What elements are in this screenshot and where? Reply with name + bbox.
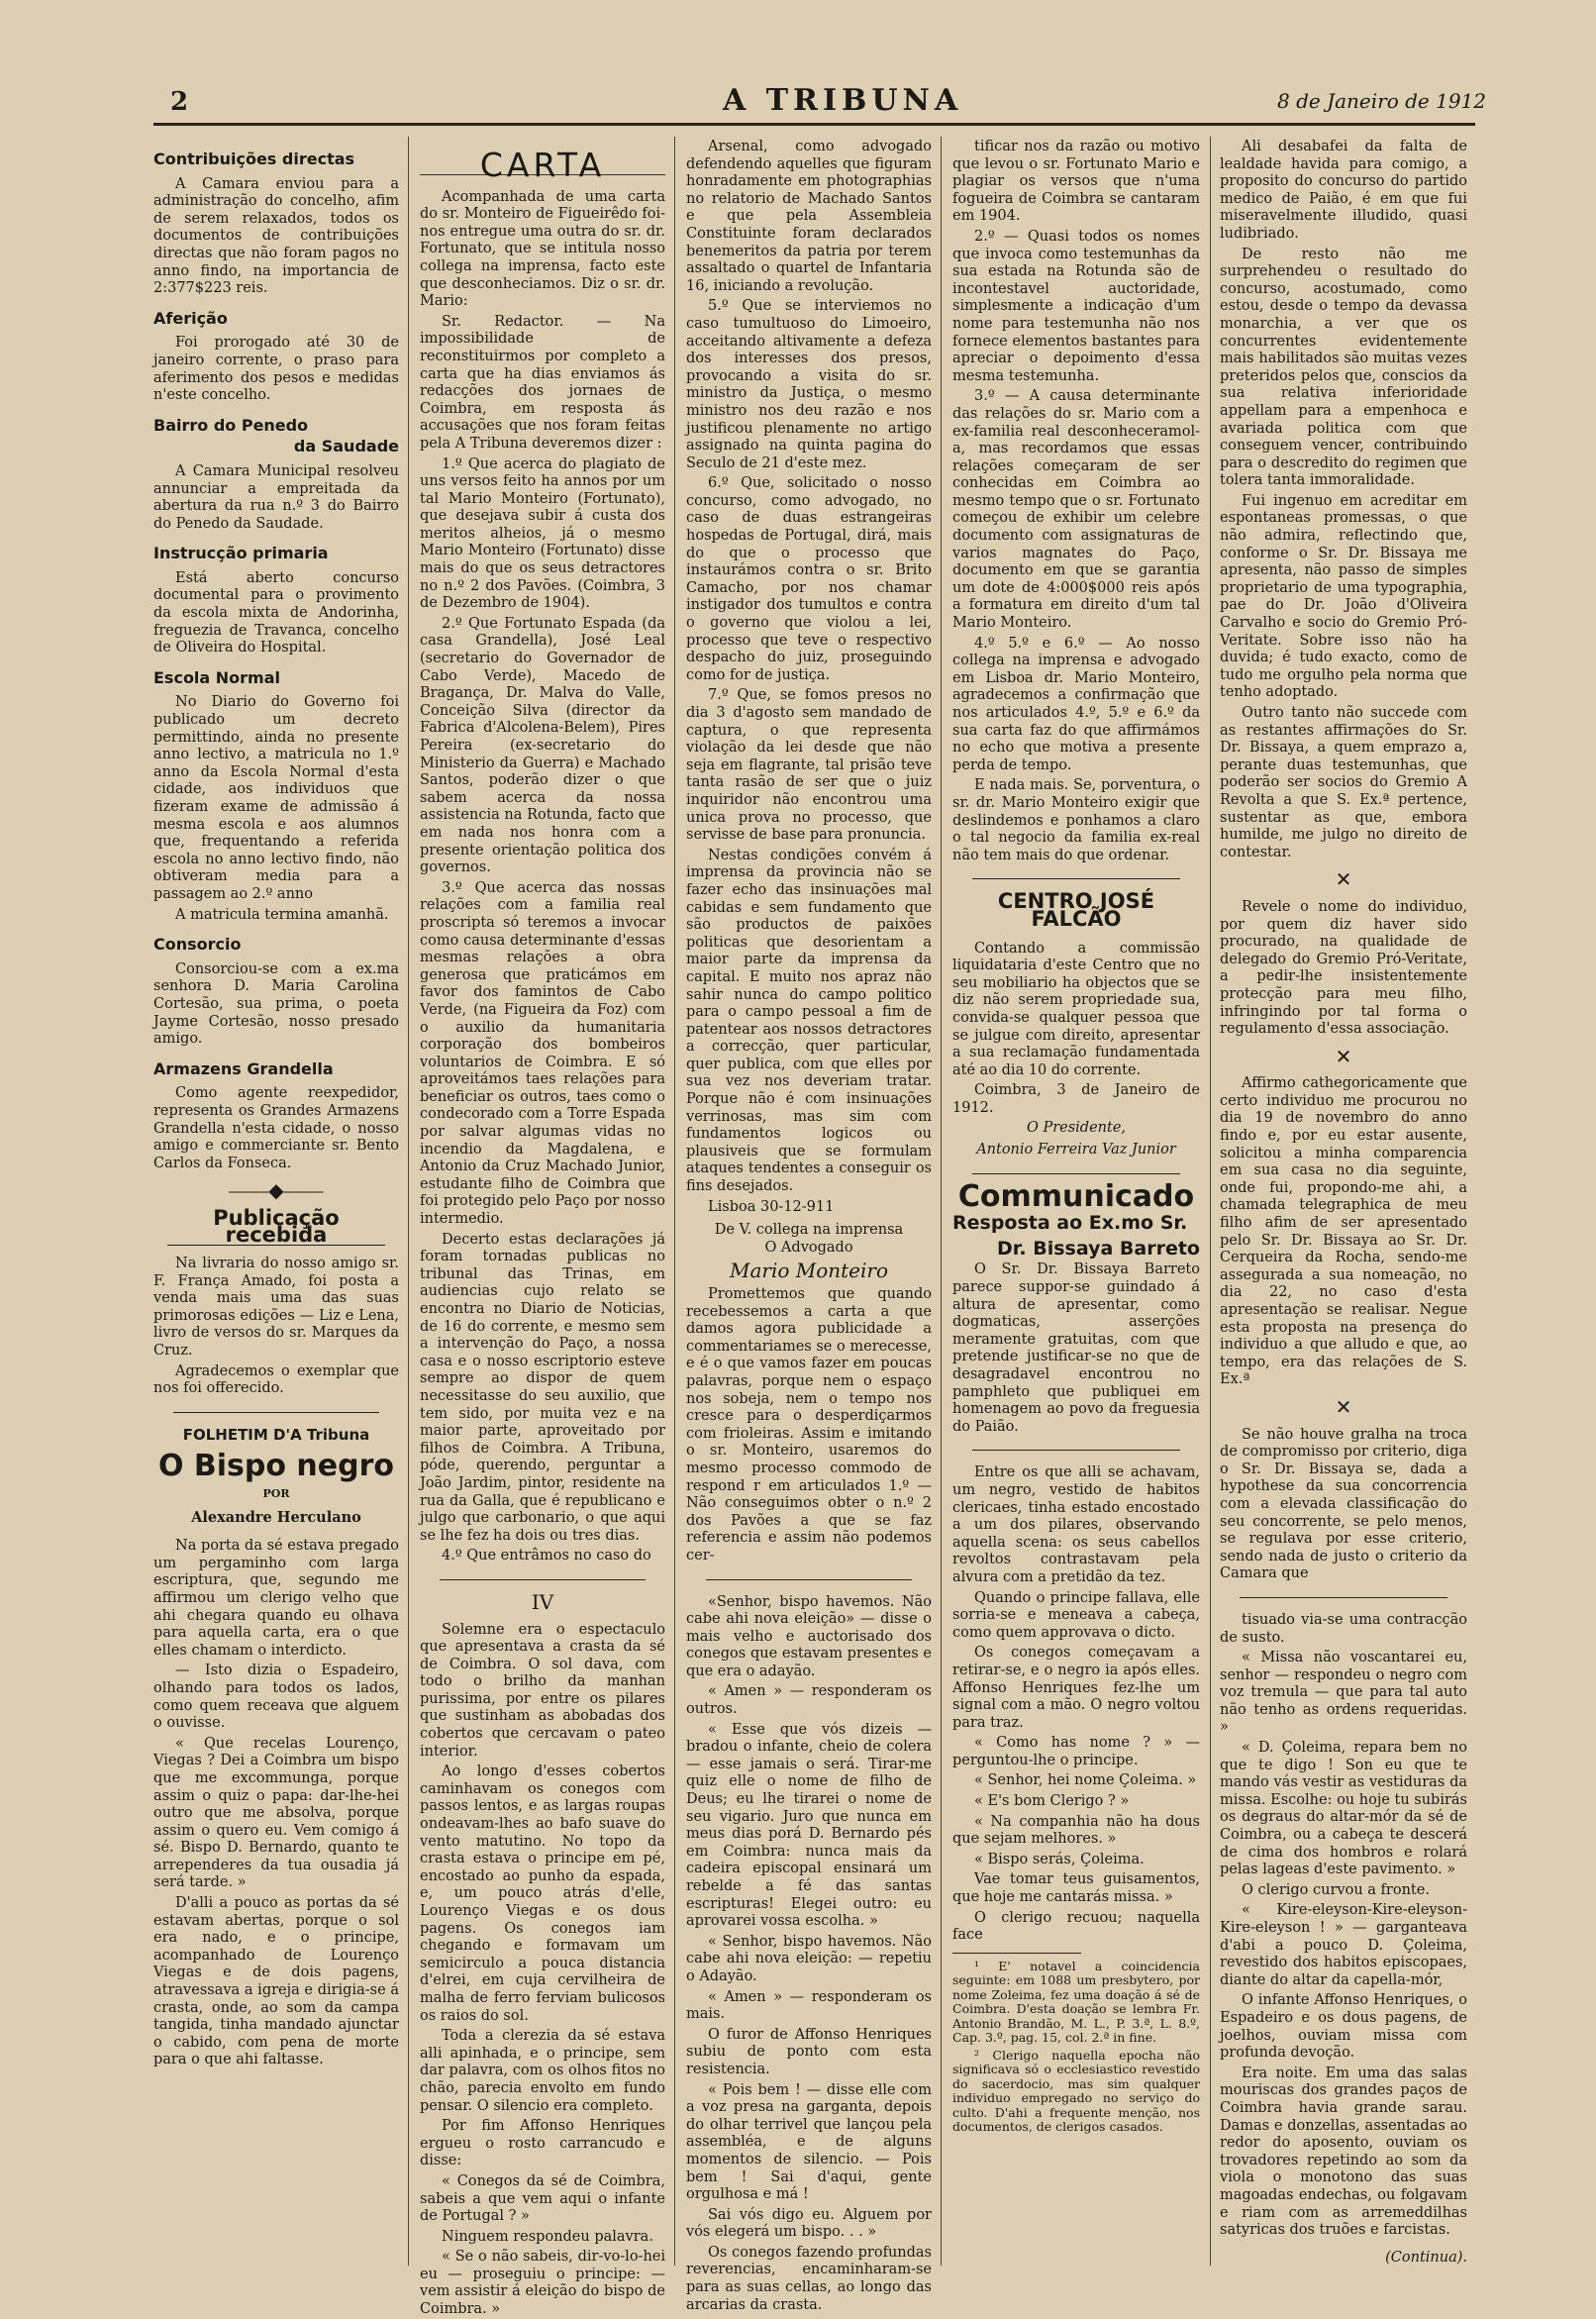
paragraph: Sai vós digo eu. Alguem por vós elegerá um bispo. . . » — [686, 2206, 932, 2241]
paragraph: Na livraria do nosso amigo sr. F. França Amado, foi posta a venda mais uma das suas primorosas edições — Liz e Lena, livro de versos do sr. Marques da Cruz. — [153, 1256, 399, 1360]
paragraph: A Camara Municipal resolveu annunciar a empreitada da abertura da rua n.º 3 do Bairro do Penedo da Saudade. — [153, 462, 399, 532]
paragraph: Foi prorogado até 30 de janeiro corrente, o praso para aferimento dos pesos e medidas n'este concelho. — [153, 335, 399, 404]
paragraph: Na porta da sé estava pregado um pergaminho com larga escriptura, que, segundo me affirmou um clerigo velho que ahi chegara quando eu olhava para aquella carta, era o que elles chamam o interdicto. — [153, 1538, 399, 1659]
column-4 — [952, 139, 1200, 2277]
paragraph: 6.º Que, solicitado o nosso concurso, como advogado, no caso de duas estrangeiras hospedas de Portugal, dirá, mais do que o processo que instaurámos contra o sr. Brito Camacho, por nos chamar instigador dos tumultos e contra o governo que violou a lei, processo que teve o respectivo despacho do juiz, proseguindo como for de justiça. — [686, 475, 932, 683]
novel-author: Alexandre Herculano — [191, 1508, 361, 1526]
paragraph: Entre os que alli se achavam, um negro, vestido de habitos clericaes, tinha estado encostado a um dos pilares, observando aquella scena: os seus cabellos revoltos contrastavam pela alvura com a pretidão da tez. — [952, 1464, 1200, 1585]
paragraph: Sr. Redactor. — Na impossibilidade de reconstituirmos por completo a carta que ha dias enviamos ás redacções dos jornaes de Coimbra, em resposta ás accusações que nos foram feitas pela A Tribuna deveremos dizer : — [420, 313, 665, 452]
headline: Instrucção primaria — [153, 544, 329, 563]
paragraph: Fui ingenuo em acreditar em espontaneas promessas, o que não admira, reflectindo que, conforme o Sr. Dr. Bissaya me apresenta, não passo de simples proprietario de uma typographia, pae do Dr. João d'Oliveira Carvalho e socio do Gremio Pró-Veritate. Sobre isso não ha duvida; é tudo exacto, como de tudo me orgulho pela norma que tenho adoptado. — [1220, 492, 1467, 701]
place-date: Lisboa 30-12-911 — [708, 1198, 835, 1215]
paragraph: « Conegos da sé de Coimbra, sabeis a que vem aqui o infante de Portugal ? » — [420, 2172, 665, 2225]
paragraph: Decerto estas declarações já foram tornadas publicas no tribunal das Trinas, em audiencias cujo relato se encontra no Diario de Noticias, de 16 do corrente, e mesmo sem a intervenção do Paço, a nossa casa e o nosso escriptorio esteve sempre ao dispor de quem necessitasse do seu auxilio, que tem sido, por muita vez e na maior parte, aproveitado por filhos de Coimbra. A Tribuna, póde, querendo, perguntar a João Jardim, pintor, residente na rua da Galla, que é republicano e julgo que carbonario, o que aqui se lhe fez ha dois ou tres dias. — [420, 1231, 665, 1544]
paragraph: « Senhor, bispo havemos. Não cabe ahi nova eleição: — repetiu o Adayão. — [686, 1933, 932, 1984]
closing: De V. collega na imprensa — [714, 1222, 904, 1239]
signature: Mario Monteiro — [729, 1259, 889, 1283]
page-number: 2 — [170, 87, 189, 117]
paragraph: tificar nos da razão ou motivo que levou o sr. Fortunato Mario e plagiar os versos que n'uma fogueira de Coimbra se cantaram em 1904. — [952, 139, 1200, 225]
paragraph: Affirmo cathegoricamente que certo individuo me procurou no dia 19 de novembro do anno findo e, por eu estar ausente, solicitou a minha comparencia em sua casa no dia seguinte, onde fui, propondo-me ahi, a chamada telegraphica de meu filho afim de ser apresentado pelo Sr. Dr. Bissaya ao Sr. Dr. Cerqueira da Rocha, sendo-me assegurada a sua nomeação, no dia 22, no caso d'esta apresentação se realisar. Negue esta proposta na presença do individuo a que alludo e que, ao tempo, era das relações de S. Ex.ª — [1220, 1075, 1467, 1388]
paragraph: Coimbra, 3 de Janeiro de 1912. — [952, 1082, 1200, 1116]
paragraph: 4.º 5.º e 6.º — Ao nosso collega na imprensa e advogado em Lisboa dr. Mario Monteiro, agradecemos a confirmação que nos articulados 4.º, 5.º e 6.º da sua carta faz do que affirmámos no echo que motiva a presente perda de tempo. — [952, 635, 1200, 773]
continua-note: (Continua). — [1385, 2249, 1467, 2266]
header-rule — [153, 123, 1475, 126]
paragraph: 2.º — Quasi todos os nomes que invoca como testemunhas da sua estada na Rotunda são de incontestavel auctoridade, simplesmente a indicação d'um nome para testemunha não nos fornece elementos bastantes para apreciar o depoimento d'essa mesma testemunha. — [952, 228, 1200, 384]
paragraph: No Diario do Governo foi publicado um decreto permittindo, ainda no presente anno lectivo, a matricula no 1.º anno da Escola Normal d'esta cidade, aos individuos que fizeram exame de admissão á mesma escola e aos alumnos que, frequentando a referida escola no anno lectivo findo, não obtiveram media para a passagem ao 2.º anno — [153, 694, 399, 902]
column-1 — [153, 139, 399, 2277]
headline: Aferição — [153, 308, 228, 328]
headline: Contribuições directas — [153, 150, 355, 168]
column-rule — [1210, 137, 1211, 2266]
paragraph: Vae tomar teus guisamentos, que hoje me cantarás missa. » — [952, 1871, 1200, 1906]
paragraph: « Bispo serás, Çoleima. — [974, 1851, 1145, 1867]
paragraph: D'alli a pouco as portas da sé estavam abertas, porque o sol era nado, e o principe, acompanhado de Lourenço Viegas e de dois pagens, atravessava a igreja e dirigia-se á crasta, onde, ao som da campa tangida, tinha mandado ajunctar o cabido, com pena de morte para o que ahi faltasse. — [153, 1895, 399, 2068]
paragraph: « Se o não sabeis, dir-vo-lo-hei eu — proseguiu o principe: — vem assistir á eleição do bispo de Coimbra. » — [420, 2249, 665, 2318]
footnote-rule — [952, 1953, 1081, 1954]
paragraph: A matricula termina amanhã. — [175, 906, 389, 923]
closing-title: O Presidente, — [1026, 1120, 1127, 1137]
paragraph: Por fim Affonso Henriques ergueu o rosto carrancudo e disse: — [420, 2118, 665, 2169]
column-rule — [674, 137, 675, 2266]
paragraph: « Amen » — responderam os outros. — [686, 1683, 932, 1718]
paragraph: 7.º Que, se fomos presos no dia 3 d'agosto sem mandado de captura, o que representa violação da lei desde que não seja em flagrante, tal prisão teve tanta rasão de ser que o juiz inquiridor não encontrou uma unica prova no processo, que servisse de base para pronuncia. — [686, 687, 932, 844]
byline-por: POR — [262, 1487, 290, 1500]
paragraph: Os conegos fazendo profundas reverencias, encaminharam-se para as suas cellas, ao longo das arcarias da crasta. — [686, 2244, 932, 2313]
paragraph: tisuado via-se uma contracção de susto. — [1220, 1611, 1467, 1646]
paragraph: De resto não me surprehendeu o resultado do concurso, acostumado, como estou, desde o tempo da devassa monarchia, a ver que os concurrentes evidentemente mais habilitados são muitas vezes preteridos pelos que, conscios da sua relativa inferioridade appellam para a empenhoca e avariada politica com que conseguem vencer, contribuindo para o descredito do regimen que tolera tanta immoralidade. — [1220, 246, 1467, 489]
paragraph: Revele o nome do individuo, por quem diz haver sido procurado, na qualidade de delegado do Gremio Pró-Veritate, a pedir-lhe insistentemente protecção para meu filho, infringindo por tal forma o regulamento d'essa associação. — [1220, 898, 1467, 1038]
column-3 — [686, 139, 932, 2313]
headline: Armazens Grandella — [153, 1059, 334, 1078]
signature: Antonio Ferreira Vaz Junior — [976, 1142, 1176, 1159]
paragraph: Agradecemos o exemplar que nos foi offerecido. — [153, 1362, 399, 1397]
paragraph: A Camara enviou para a administração do concelho, afim de serem relaxados, todos os documentos de contribuições directas que não foram pagos no anno findo, na importancia de 2:377$223 reis. — [153, 175, 399, 297]
paragraph: O clerigo recuou; naquella face — [952, 1909, 1200, 1944]
paragraph: Quando o principe fallava, elle sorria-se e meneava a cabeça, como quem approvava o dicto. — [952, 1589, 1200, 1641]
novel-title: O Bispo negro — [157, 1449, 395, 1484]
paragraph: « Na companhia não ha dous que sejam melhores. » — [952, 1813, 1200, 1848]
headline: Consorcio — [153, 935, 242, 955]
paragraph: Ali desabafei da falta de lealdade havida para comigo, a proposito do concurso do partido medico de Paião, é em que fui miseravelmente illudido, quasi ludibriado. — [1220, 139, 1467, 242]
paragraph: 4.º Que entrâmos no caso do — [442, 1548, 651, 1564]
paragraph: O clerigo curvou a fronte. — [1242, 1881, 1430, 1898]
headline: CENTRO JOSÉ FALCÃO — [997, 889, 1155, 931]
subheadline: Resposta ao Ex.mo Sr. — [952, 1212, 1188, 1235]
paragraph: « Como has nome ? » — perguntou-lhe o principe. — [952, 1735, 1200, 1768]
paragraph: « Que recelas Lourenço, Viegas ? Dei a Coimbra um bispo que me excommunga, porque assim o quiz o papa: dar-lhe-hei outro que me absolva, porque assim o quero eu. Vem comigo á sé. Bispo D. Bernardo, quanto te arrependeres da tua ousadia já será tarde. » — [153, 1735, 399, 1891]
subheadline: Dr. Bissaya Barreto — [996, 1237, 1200, 1260]
footnote: ² Clerigo naquella epocha não significava só o ecclesiastico revestido do sacerdocio, mas sim qualquer individuo empregado no serviço do culto. D'ahi a frequente menção, nos documentos, de clerigos casados. — [952, 2047, 1200, 2135]
paragraph: Outro tanto não succede com as restantes affirmações do Sr. Dr. Bissaya, a quem emprazo a, perante duas testemunhas, que poderão ser socios do Gremio A Revolta a que S. Ex.ª pertence, sustentar as que, embora humilde, me julgo no direito de contestar. — [1220, 705, 1467, 860]
paragraph: 2.º Que Fortunato Espada (da casa Grandella), José Leal (secretario do Governador de Cabo Verde), Macedo de Bragança, Dr. Malva do Valle, Conceição Silva (director da Fabrica d'Alcolena-Belem), Pires Pereira (ex-secretario do Ministerio da Guerra) e Machado Santos, poderão dizer o que sabem acerca da nossa assistencia na Rotunda, facto que em nada nos honra com a presente orientação politica dos governos. — [420, 615, 665, 876]
paragraph: Acompanhada de uma carta do sr. Monteiro de Figueirêdo foi-nos entregue uma outra do sr. dr. Fortunato, que se intitula nosso collega na imprensa, facto este que desconheciamos. Diz o sr. dr. Mario: — [420, 188, 665, 310]
headline: Communicado — [957, 1178, 1195, 1214]
paragraph: Toda a clerezia da sé estava alli apinhada, e o principe, sem dar palavra, com os olhos fitos no chão, parecia envolto em fundo pensar. O silencio era completo. — [420, 2028, 665, 2114]
column-5 — [1220, 139, 1467, 2277]
closing-title: O Advogado — [764, 1239, 853, 1256]
headline: Escola Normal — [153, 667, 281, 687]
ornament-divider: ⎯⎯⎯⎯◆⎯⎯⎯⎯ — [229, 1178, 324, 1203]
paragraph: Se não houve gralha na troca de compromisso por criterio, diga o Sr. Dr. Bissaya se, dada a hypothese da sua concorrencia com a elevada classificação do seu concorrente, se pelo menos, se regulava por esse criterio, sendo nada de justo o criterio da Camara que — [1220, 1426, 1467, 1582]
column-2 — [420, 139, 665, 2318]
paragraph: « Amen » — responderam os mais. — [686, 1988, 932, 2023]
issue-date: 8 de Janeiro de 1912 — [1277, 89, 1486, 113]
paragraph: Contando a commissão liquidataria d'este Centro que no seu mobiliario ha objectos que se diz não serem propriedade sua, convida-se qualquer pessoa que se julgue com direito, apresentar a sua reclamação fundamentada até ao dia 10 do corrente. — [952, 940, 1200, 1078]
footnote: ¹ E' notavel a coincidencia seguinte: em 1088 um presbytero, por nome Zoleima, fez uma doação á sé de Coimbra. D'esta doação se lembra Fr. Antonio Brandão, M. L., P. 3.ª, L. 8.º, Cap. 3.º, pag. 15, col. 2.ª in fine. — [952, 1958, 1200, 2046]
paragraph: Consorciou-se com a ex.ma senhora D. Maria Carolina Cortesão, sua prima, o poeta Jayme Cortesão, nosso presado amigo. — [153, 960, 399, 1048]
cross-ornament-icon: ✕ — [1335, 1394, 1352, 1419]
paragraph: O Sr. Dr. Bissaya Barreto parece suppor-se guindado á altura de apresentar, como dogmaticas, asserções meramente gratuitas, com que pretende justificar-se no que de desagradavel encontrou no pamphleto que publiquei em homenagem ao povo da freguesia do Paião. — [952, 1261, 1200, 1435]
paragraph: « Pois bem ! — disse elle com a voz presa na garganta, depois do olhar terrivel que lançou pela assembléa, e de alguns momentos de silencio. — Pois bem ! Sai d'aqui, gente orgulhosa e má ! — [686, 2081, 932, 2203]
chapter-number: IV — [531, 1589, 554, 1614]
paragraph: «Senhor, bispo havemos. Não cabe ahi nova eleição» — disse o mais velho e auctorisado dos conegos que estavam presentes e que era o adayão. — [686, 1593, 932, 1679]
section-rule — [972, 878, 1180, 879]
paragraph: « Kire-eleyson-Kire-eleyson-Kire-eleyson ! » — garganteava d'abi a pouco D. Çoleima, revestido dos habitos episcopaes, diante do altar da capella-mór, — [1220, 1902, 1467, 1988]
paragraph: 3.º — A causa determinante das relações do sr. Mario com a ex-familia real desconheceramol-a, mas recordamos que essas relações começaram de ser conhecidas em Coimbra ao mesmo tempo que o sr. Fortunato começou de exhibir um celebre documento com assignaturas de varios magnates do Paço, documento em que se garantia um dote de 4:000$000 reis após a formatura em direito d'um tal Mario Monteiro. — [952, 388, 1200, 632]
headline: da Saudade — [293, 437, 399, 456]
paragraph: Promettemos que quando recebessemos a carta a que damos agora publicidade a commentariames se o merecesse, e é o que vamos fazer em poucas palavras, porque nem o espaço nos sobeja, nem o tempo nos cresce para o desperdiçarmos com frioleiras. Assim e imitando o sr. Monteiro, usaremos do mesmo processo commodo de respond r em articulados 1.º — Não conseguimos obter o n.º 2 dos Pavões a que se faz referencia e assim não podemos cer- — [686, 1286, 932, 1563]
section-rule — [1240, 1597, 1447, 1598]
paragraph: Ninguem respondeu palavra. — [442, 2228, 653, 2245]
paragraph: O infante Affonso Henriques, o Espadeiro e os dous pagens, de joelhos, ouviam missa com profunda devoção. — [1220, 1992, 1467, 2062]
paragraph: Nestas condições convém á imprensa da provincia não se fazer echo das insinuações mal cabidas e sem fundamento que são productos de paixões politicas que desorientam a maior parte da imprensa da capital. E muito nos apraz não sahir nunca do campo politico para o campo pessoal a fim de patentear aos nossos detractores a correcção, quer particular, quer publica, com que elles por sua vez nos deveriam tratar. Porque não é com insinuações verrinosas, mas sim com fundamentos logicos ou plausiveis que se formulam ataques tendentes a conseguir os fins desejados. — [686, 847, 932, 1195]
paragraph: « E's bom Clerigo ? » — [974, 1793, 1130, 1810]
paragraph: — Isto dizia o Espadeiro, olhando para todos os lados, como quem receava que alguem o ouvisse. — [153, 1663, 399, 1732]
paragraph: « Esse que vós dizeis — bradou o infante, cheio de colera — esse jamais o será. Tirar-me quiz elle o nome de filho de Deus; eu lhe tirarei o nome de seu vigario. Juro que nunca em meus dias porá D. Bernardo pés em Coimbra: nunca mais da cadeira episcopal ensinará um rebelde a fé das santas escripturas! Elegei outro: eu aprovarei vossa escolha. » — [686, 1721, 932, 1930]
paragraph: « Missa não voscantarei eu, senhor — respondeu o negro com voz tremula — que para tal auto não tenho as ordens requeridas. » — [1220, 1650, 1467, 1736]
paragraph: « D. Çoleima, repara bem no que te digo ! Son eu que te mando vás vestir as vestiduras da missa. Escolhe: ou hoje tu subirás os degraus do altar-mór da sé de Coimbra, ou a cabeça te descerá de cima dos hombros e rolará pelas lageas d'este pavimento. » — [1220, 1740, 1467, 1878]
folhetim-label: FOLHETIM D'A Tribuna — [182, 1425, 370, 1444]
section-rule — [706, 1579, 912, 1580]
paragraph: O furor de Affonso Henriques subiu de ponto com esta resistencia. — [686, 2026, 932, 2077]
paragraph: Era noite. Em uma das salas mouriscas dos grandes paços de Coimbra havia grande sarau. Damas e donzellas, assentadas ao redor do aposento, ouviam os trovadores repetindo ao som da viola o monotono das suas magoadas endechas, ou folgavam e riam com as arremeddilhas satyricas dos truões e farcistas. — [1220, 2065, 1467, 2239]
column-rule — [408, 137, 409, 2266]
masthead: A TRIBUNA — [723, 83, 963, 118]
paragraph: E nada mais. Se, porventura, o sr. dr. Mario Monteiro exigir que deslindemos e ponhamos a claro o tal negocio da familia ex-real não tem mais do que ordenar. — [952, 777, 1200, 863]
paragraph: 5.º Que se interviemos no caso tumultuoso do Limoeiro, acceitando altivamente a defeza dos interesses dos presos, provocando a visita do sr. ministro da Justiça, o mesmo ministro nos deu razão e nos justificou plenamente no artigo assignado na quinta pagina do Seculo de 21 d'este mez. — [686, 298, 932, 471]
article-title: CARTA — [420, 156, 665, 175]
section-rule — [440, 1579, 646, 1580]
paragraph: Solemne era o espectaculo que apresentava a crasta da sé de Coimbra. O sol dava, com todo o brilho da manhan purissima, por entre os pilares que sustinham as abobadas dos cobertos que cercavam o pateo interior. — [420, 1621, 665, 1760]
paragraph: Arsenal, como advogado defendendo aquelles que figuram honradamente em photographias no relatorio de Machado Santos e que pela Assembleia Constituinte foram declarados benemeritos da patria por terem assaltado o quartel de Infantaria 16, iniciando a revolução. — [686, 139, 932, 294]
column-rule — [941, 137, 942, 2266]
paragraph: Os conegos começavam a retirar-se, e o negro ia após elles. Affonso Henriques fez-lhe um signal com a mão. O negro voltou para traz. — [952, 1645, 1200, 1731]
paragraph: Ao longo d'esses cobertos caminhavam os conegos com passos lentos, e as largas roupas ondeavam-lhes ao bafo suave do vento matutino. No topo da crasta estava o principe em pé, encostado ao punho da espada, e, um pouco atrás d'elle, Lourenço Viegas e os dous pagens. Os conegos iam chegando e formavam um semicirculo a pouca distancia d'elrei, em cuja cervilheira de malha de ferro ferviam bulicosos os raios do sol. — [420, 1764, 665, 2024]
cross-ornament-icon: ✕ — [1335, 867, 1352, 892]
section-rule — [972, 1450, 1180, 1451]
headline: Bairro do Penedo — [153, 415, 309, 435]
section-rule — [173, 1412, 379, 1413]
paragraph: Como agente reexpedidor, representa os Grandes Armazens Grandella n'esta cidade, o nosso amigo e commerciante sr. Bento Carlos da Fonseca. — [153, 1085, 399, 1171]
page-header — [0, 0, 1596, 139]
section-rule — [972, 1173, 1180, 1174]
paragraph: « Senhor, hei nome Çoleima. » — [974, 1772, 1197, 1789]
paragraph: 1.º Que acerca do plagiato de uns versos feito ha annos por um tal Mario Monteiro (Fortunato), que desejava subir á custa dos meritos alheios, já o mesmo Mario Monteiro (Fortunato) disse mais do que os seus detractores no n.º 2 dos Pavões. (Coimbra, 3 de Dezembro de 1904). — [420, 455, 665, 612]
paragraph: Está aberto concurso documental para o provimento da escola mixta de Andorinha, freguezia de Travanca, concelho de Oliveira do Hospital. — [153, 569, 399, 656]
headline: Publicação recebida — [167, 1210, 385, 1246]
paragraph: 3.º Que acerca das nossas relações com a familia real proscripta só teremos a invocar como causa determinante d'essas mesmas relações a obra generosa que praticámos em favor dos famintos de Cabo Verde, (na Figueira da Foz) com o auxilio da humanitaria corporação dos bombeiros voluntarios de Coimbra. E só aproveitámos taes relações para beneficiar os outros, taes como o condecorado com a Torre Espada por salvar algumas vidas no incendio da Magdalena, e Antonio da Cruz Machado Junior, estudante filho de Coimbra que foi protegido pelo Paço por nosso intermedio. — [420, 879, 665, 1228]
cross-ornament-icon: ✕ — [1335, 1044, 1352, 1068]
